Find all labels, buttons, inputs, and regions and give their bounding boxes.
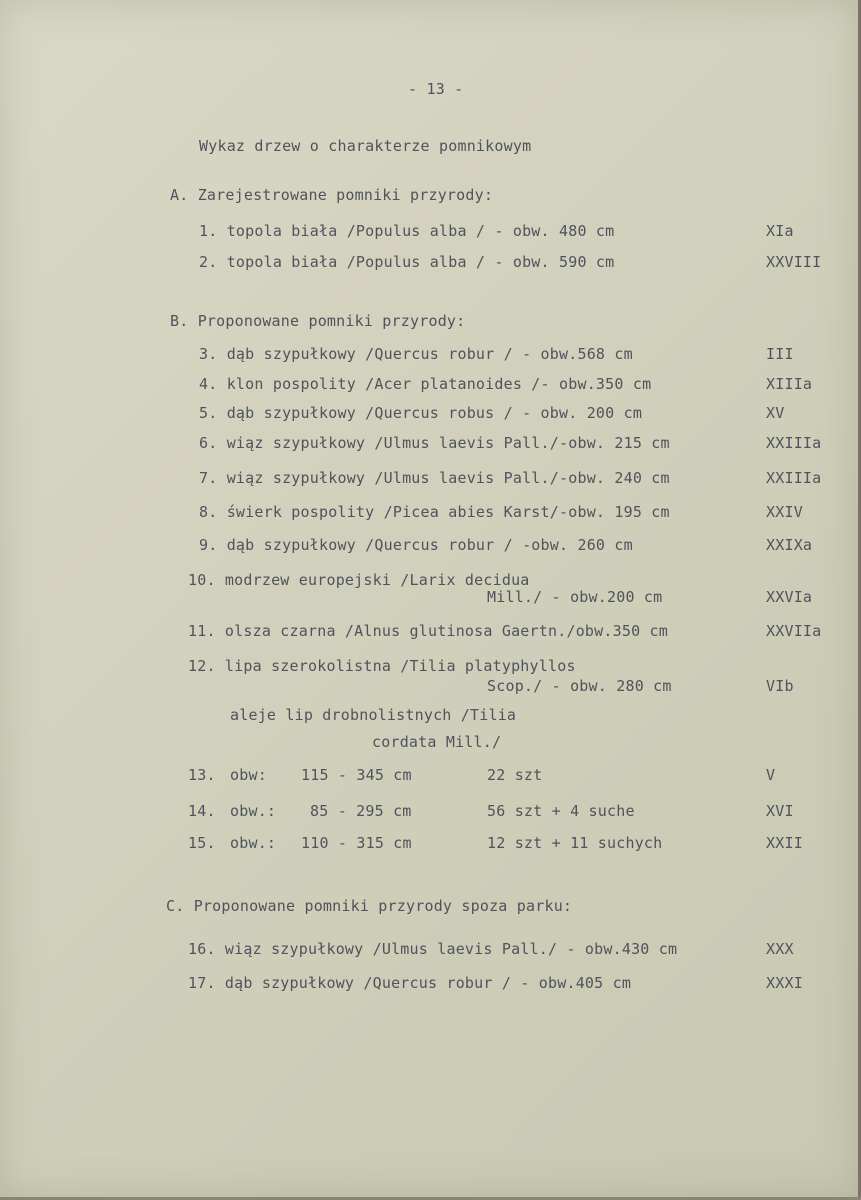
alley-range: 115 - 345 cm [301,766,412,784]
alley-code: XVI [766,802,794,820]
tree-entry-code: XXVIIa [766,622,822,640]
tree-entry-desc: 3. dąb szypułkowy /Quercus robur / - obw.568 cm [199,345,633,363]
alley-num: 15. [188,834,216,852]
alley-count: 12 szt + 11 suchych [487,834,663,852]
alley-num: 13. [188,766,216,784]
alley-range: 85 - 295 cm [310,802,412,820]
tree-entry-code: XXX [766,940,794,958]
tree-entry-desc: 10. modrzew europejski /Larix decidua [188,571,530,589]
tree-entry-code: XXIXa [766,536,813,554]
alley-heading-cont: cordata Mill./ [372,733,502,751]
alley-num: 14. [188,802,216,820]
tree-entry-desc: 5. dąb szypułkowy /Quercus robus / - obw. 200 cm [199,404,643,422]
tree-entry-code: XXIIIa [766,434,822,452]
alley-code: V [766,766,776,784]
tree-entry-desc: 8. świerk pospolity /Picea abies Karst/-obw. 195 cm [199,503,670,521]
alley-range: 110 - 315 cm [301,834,412,852]
tree-entry-code: XXIIIa [766,469,822,487]
tree-entry-desc: 17. dąb szypułkowy /Quercus robur / - obw.405 cm [188,974,632,992]
tree-entry-code: XIIIa [766,375,813,393]
tree-entry-code: III [766,345,794,363]
tree-entry-desc: 16. wiąz szypułkowy /Ulmus laevis Pall./ - obw.430 cm [188,940,678,958]
tree-entry-desc: 7. wiąz szypułkowy /Ulmus laevis Pall./-obw. 240 cm [199,469,670,487]
tree-entry-desc: 12. lipa szerokolistna /Tilia platyphyllos [188,657,576,675]
tree-entry-code: XXXI [766,974,803,992]
tree-entry-desc: 1. topola biała /Populus alba / - obw. 480 cm [199,222,615,240]
tree-entry-desc: 9. dąb szypułkowy /Quercus robur / -obw. 260 cm [199,536,633,554]
tree-entry-desc: 11. olsza czarna /Alnus glutinosa Gaertn./obw.350 cm [188,622,668,640]
tree-entry-code: XXIV [766,503,803,521]
page-number: - 13 - [408,80,464,98]
alley-obw: obw: [230,766,267,784]
tree-entry-code: XXVIa [766,588,813,606]
alley-code: XXII [766,834,803,852]
tree-entry-desc-cont: Mill./ - obw.200 cm [487,588,663,606]
tree-entry-desc: 6. wiąz szypułkowy /Ulmus laevis Pall./-obw. 215 cm [199,434,670,452]
section-c-heading: C. Proponowane pomniki przyrody spoza parku: [166,897,573,915]
tree-entry-desc: 4. klon pospolity /Acer platanoides /- obw.350 cm [199,375,652,393]
tree-entry-code: VIb [766,677,794,695]
alley-obw: obw.: [230,802,277,820]
alley-count: 56 szt + 4 suche [487,802,635,820]
tree-entry-desc-cont: Scop./ - obw. 280 cm [487,677,672,695]
alley-heading: aleje lip drobnolistnych /Tilia [230,706,517,724]
section-b-heading: B. Proponowane pomniki przyrody: [170,312,466,330]
tree-entry-desc: 2. topola biała /Populus alba / - obw. 590 cm [199,253,615,271]
tree-entry-code: XXVIII [766,253,822,271]
alley-count: 22 szt [487,766,543,784]
tree-entry-code: XIa [766,222,794,240]
section-a-heading: A. Zarejestrowane pomniki przyrody: [170,186,494,204]
list-title: Wykaz drzew o charakterze pomnikowym [199,137,532,155]
tree-entry-code: XV [766,404,785,422]
alley-obw: obw.: [230,834,277,852]
